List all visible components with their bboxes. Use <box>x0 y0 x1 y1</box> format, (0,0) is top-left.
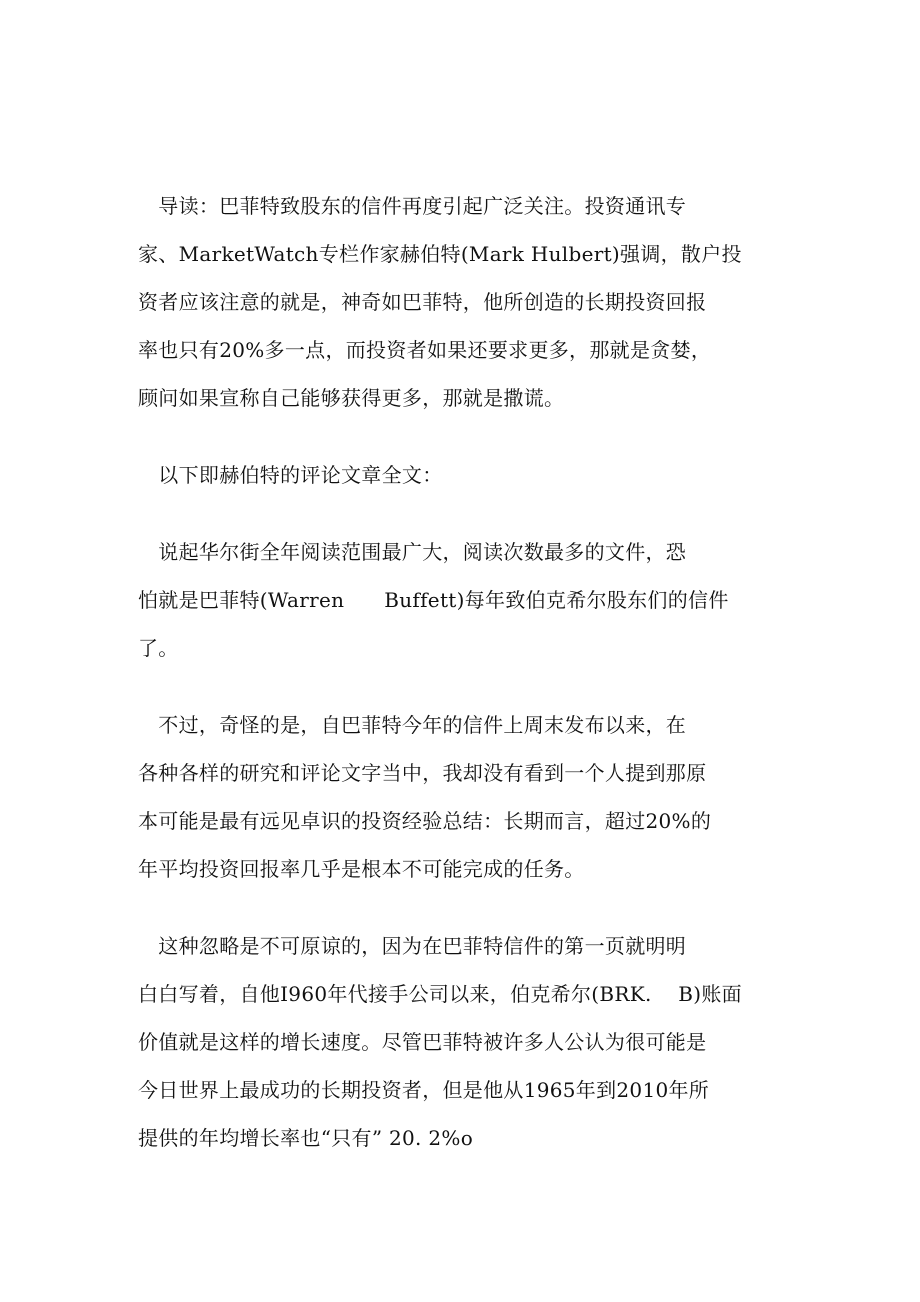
text-line: 顾问如果宣称自己能够获得更多，那就是撒谎。 <box>138 386 565 410</box>
text-line: 率也只有20%多一点，而投资者如果还要求更多，那就是贪婪， <box>138 338 712 362</box>
text-line: 价值就是这样的增长速度。尽管巴菲特被许多人公认为很可能是 <box>138 1030 707 1054</box>
text-line: 提供的年均增长率也“只有” 20. 2%o <box>138 1126 474 1150</box>
text-line: 白白写着，自他I960年代接手公司以来，伯克希尔(BRK. B)账面 <box>138 982 742 1006</box>
text-line: 说起华尔街全年阅读范围最广大，阅读次数最多的文件，恐 <box>138 540 687 564</box>
text-line: 各种各样的研究和评论文字当中，我却没有看到一个人提到那原 <box>138 761 707 785</box>
text-line: 导读：巴菲特致股东的信件再度引起广泛关注。投资通讯专 <box>138 194 687 218</box>
text-line: 不过，奇怪的是，自巴菲特今年的信件上周末发布以来，在 <box>138 713 687 737</box>
text-line: 了。 <box>138 636 179 660</box>
text-line: 怕就是巴菲特(Warren Buffett)每年致伯克希尔股东们的信件 <box>138 588 729 612</box>
text-line: 年平均投资回报率几乎是根本不可能完成的任务。 <box>138 857 585 881</box>
text-line: 以下即赫伯特的评论文章全文： <box>138 463 443 487</box>
text-line: 资者应该注意的就是，神奇如巴菲特，他所创造的长期投资回报 <box>138 290 707 314</box>
text-line: 家、MarketWatch专栏作家赫伯特(Mark Hulbert)强调，散户投 <box>138 242 742 266</box>
text-line: 本可能是最有远见卓识的投资经验总结：长期而言，超过20%的 <box>138 809 712 833</box>
text-line: 今日世界上最成功的长期投资者，但是他从1965年到2010年所 <box>138 1078 710 1102</box>
text-line: 这种忽略是不可原谅的，因为在巴菲特信件的第一页就明明 <box>138 934 687 958</box>
